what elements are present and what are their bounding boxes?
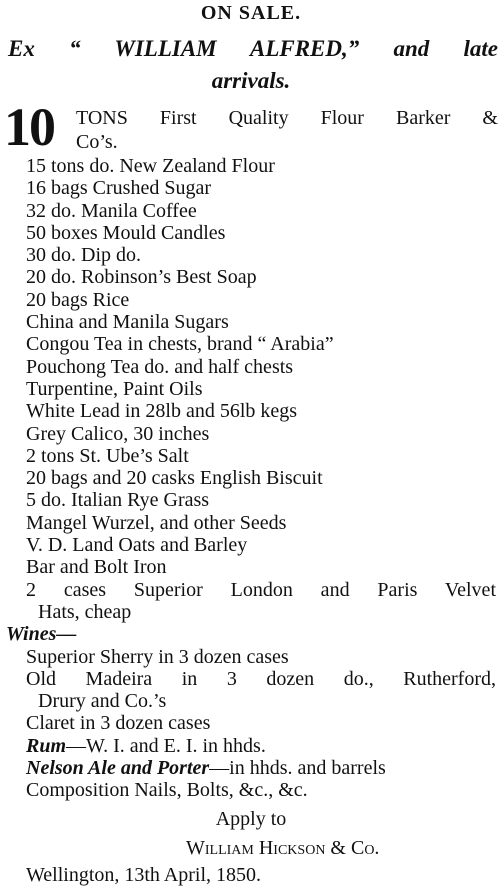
nails-line: Composition Nails, Bolts, &c., &c. [26,779,308,802]
ale-text: —in hhds. and barrels [209,757,386,780]
merchant-signature: William Hickson & Co. [186,837,380,859]
wine-sherry: Superior Sherry in 3 dozen cases [26,645,289,668]
drop-cap-number: 10 [4,97,54,157]
apply-to: Apply to [215,808,287,830]
wine-claret: Claret in 3 dozen cases [26,712,211,735]
rum-line [0,735,502,757]
list-item: 2 tons St. Ube’s Salt [26,444,189,467]
list-item: 50 boxes Mould Candles [26,221,226,244]
list-item: 30 do. Dip do. [26,244,141,267]
dateline: Wellington, 13th April, 1850. [26,864,262,886]
ale-label: Nelson Ale and Porter [26,757,210,780]
hats-line-2: Hats, cheap [38,600,132,623]
list-item: Turpentine, Paint Oils [26,377,203,400]
wines-heading: Wines— [6,623,77,646]
list-item: 20 bags Rice [26,288,130,311]
list-item: Bar and Bolt Iron [26,556,167,579]
goods-list [0,155,502,802]
rum-text: —W. I. and E. I. in hhds. [66,734,266,757]
list-item: Congou Tea in chests, brand “ Arabia” [26,333,334,356]
list-item: V. D. Land Oats and Barley [26,534,248,557]
wine-madeira-line-2: Drury and Co.’s [38,690,167,713]
list-item: China and Manila Sugars [26,311,229,334]
lead-line-1: TONS First Quality Flour Barker & [76,107,498,129]
hats-line-1: 2 cases Superior London and Paris Velvet [26,578,496,601]
list-item: 32 do. Manila Coffee [26,199,197,222]
list-item: Pouchong Tea do. and half chests [26,355,294,378]
ale-line [0,757,502,779]
arrivals-line: arrivals. [211,68,291,93]
list-item: Grey Calico, 30 inches [26,422,210,445]
ad-heading: ON SALE. [200,2,302,24]
list-item: 20 bags and 20 casks English Biscuit [26,467,323,490]
list-item: 16 bags Crushed Sugar [26,177,211,200]
list-item: Mangel Wurzel, and other Seeds [26,511,287,534]
wine-madeira-line-1: Old Madeira in 3 dozen do., Rutherford, [26,667,496,690]
ship-arrival-line: Ex “ WILLIAM ALFRED,” and late [8,36,498,61]
list-item: 20 do. Robinson’s Best Soap [26,266,257,289]
list-item: 5 do. Italian Rye Grass [26,489,210,512]
list-item: 15 tons do. New Zealand Flour [26,155,275,177]
rum-label: Rum [26,734,67,757]
lead-line-2: Co’s. [76,131,118,153]
list-item: White Lead in 28lb and 56lb kegs [26,400,298,423]
